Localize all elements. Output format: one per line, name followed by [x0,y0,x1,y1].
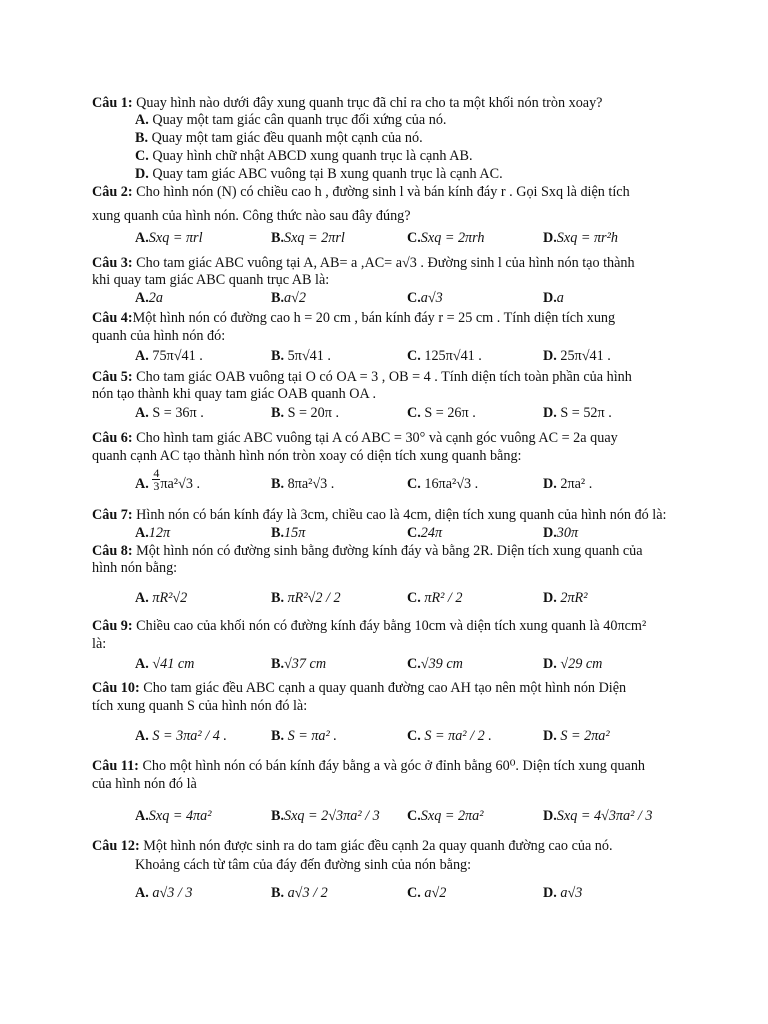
text: 2πa² . [560,476,593,492]
q3-option-b [271,290,306,307]
text: Cho tam giác ABC vuông tại A, AB= a ,AC= a√3 . Đường sinh l của hình nón tạo thành [136,255,635,271]
q1-option-c [135,148,473,165]
question-9-cont [92,636,708,653]
question-6 [92,430,708,447]
question-8 [92,543,708,560]
question-8-cont [92,560,708,577]
q3-option-d [543,290,564,307]
q11-option-b [271,808,380,825]
text: A. [135,808,149,824]
text: Câu 1: [92,95,133,111]
text: khi quay tam giác ABC quanh trục AB là: [92,272,330,288]
q11-option-a [135,808,212,825]
text: 8πa²√3 . [287,476,335,492]
math-fragment: 3 [153,479,160,494]
q6-option-a [135,466,201,494]
q5-option-b [271,405,339,422]
text: C. [407,290,421,306]
question-10 [92,680,708,697]
q1-option-a [135,112,446,129]
text: A. [135,405,149,421]
question-2 [92,184,708,201]
q4-options [135,348,635,368]
q12-option-b [271,885,328,902]
text: Sxq = 4√3πa² / 3 [556,808,653,824]
text: 75π√41 . [152,348,203,364]
text: B. [271,885,285,901]
text: D. [543,656,557,672]
text: nón tạo thành khi quay tam giác OAB quanh OA . [92,386,377,402]
text: B. [271,590,285,606]
text: C. [407,656,421,672]
text: Quay hình chữ nhật ABCD xung quanh trục là cạnh AB. [152,148,473,164]
q3-options [135,290,635,310]
text: B. [271,476,285,492]
q9-option-c [407,656,463,673]
q12-option-d [543,885,582,902]
q5-option-d [543,405,612,422]
q5-option-a [135,405,204,422]
text: √39 cm [420,656,463,672]
question-1 [92,95,708,112]
text: Câu 11: [92,758,139,774]
text: Khoảng cách từ tâm của đáy đến đường sinh của nón bằng: [135,857,472,873]
text: 2a [148,290,163,306]
text: D. [543,230,557,246]
q3-option-a [135,290,163,307]
text: a [556,290,564,306]
question-7 [92,507,708,524]
text: Câu 12: [92,838,140,854]
text: πR² / 2 [424,590,463,606]
text: tích xung quanh S của hình nón đó là: [92,698,308,714]
q8-options [135,590,635,610]
q7-option-a [135,525,170,542]
q5-options [135,405,635,425]
text: D. [543,808,557,824]
q11-option-d [543,808,653,825]
text: Sxq = πr²h [556,230,618,246]
text: C. [135,148,149,164]
question-12 [92,838,708,855]
q3-option-c [407,290,443,307]
text: Sxq = 4πa² [148,808,212,824]
text: A. [135,476,149,492]
text: D. [543,476,557,492]
text: πR²√2 / 2 [287,590,341,606]
text: 24π [420,525,443,541]
text: Một hình nón được sinh ra do tam giác đều cạnh 2a quay quanh đường cao của nó. [143,838,613,854]
question-11-cont [92,776,708,793]
text: B. [271,348,285,364]
q8-option-c [407,590,463,607]
text: a√3 [560,885,583,901]
text: Cho hình nón (N) có chiều cao h , đường sinh l và bán kính đáy r . Gọi Sxq là diện tích [136,184,630,200]
text: C. [407,728,421,744]
q2-option-d [543,230,618,247]
text: S = 2πa² [560,728,610,744]
q12-option-a [135,885,192,902]
q4-option-d [543,348,611,365]
q8-option-d [543,590,587,607]
text: C. [407,590,421,606]
text: S = πa² / 2 . [424,728,492,744]
q11-options [135,808,653,828]
q10-options [135,728,635,748]
text: A. [135,525,149,541]
q6-option-b [271,476,334,493]
question-3 [92,255,708,272]
text: Chiều cao của khối nón có đường kính đáy bằng 10cm và diện tích xung quanh là 40πcm² [136,618,647,634]
text: Hình nón có bán kính đáy là 3cm, chiều cao là 4cm, diện tích xung quanh của hình nón đó là: [136,507,667,523]
text: B. [271,230,285,246]
q2-options [135,230,635,250]
question-5-cont [92,386,708,403]
text: 25π√41 . [560,348,611,364]
q2-option-a [135,230,203,247]
text: D. [543,290,557,306]
text: Cho tam giác đều ABC cạnh a quay quanh đường cao AH tạo nên một hình nón Diện [143,680,627,696]
text: D. [543,525,557,541]
q6-options [135,466,635,496]
text: A. [135,728,149,744]
text: 2πR² [560,590,588,606]
q10-option-a [135,728,227,745]
q10-option-d [543,728,610,745]
text: Cho tam giác OAB vuông tại O có OA = 3 , OB = 4 . Tính diện tích toàn phần của hình [136,369,632,385]
text: B. [271,405,285,421]
text: D. [135,166,149,182]
text: 125π√41 . [424,348,482,364]
text: 16πa²√3 . [424,476,479,492]
q2-option-c [407,230,485,247]
q5-option-c [407,405,476,422]
text: Sxq = 2πa² [420,808,484,824]
question-2-cont [92,208,708,225]
text: S = 3πa² / 4 . [152,728,227,744]
text: quanh của hình nón đó: [92,328,226,344]
q1-option-b [135,130,423,147]
question-11 [92,758,708,775]
q1-option-d [135,166,503,183]
q4-option-b [271,348,331,365]
text: xung quanh của hình nón. Công thức nào sau đây đúng? [92,208,411,224]
text: Quay một tam giác đều quanh một cạnh của nó. [151,130,423,146]
question-5 [92,369,708,386]
text: Cho một hình nón có bán kính đáy bằng a và góc ở đỉnh bằng 60⁰. Diện tích xung quanh [142,758,646,774]
q7-option-b [271,525,305,542]
text: a√2 [424,885,447,901]
text: Sxq = 2πrl [284,230,345,246]
text: Câu 6: [92,430,133,446]
text: A. [135,656,149,672]
text: D. [543,590,557,606]
text: Câu 10: [92,680,140,696]
q7-option-c [407,525,442,542]
text: B. [135,130,149,146]
q4-option-a [135,348,203,365]
question-3-cont [92,272,708,289]
text: Câu 2: [92,184,133,200]
text: 30π [556,525,579,541]
text: Một hình nón có đường sinh bằng đường kính đáy và bằng 2R. Diện tích xung quanh của [136,543,643,559]
q9-option-b [271,656,326,673]
text: Sxq = 2√3πa² / 3 [284,808,380,824]
text: A. [135,112,149,128]
text: C. [407,525,421,541]
q4-option-c [407,348,482,365]
text: Quay tam giác ABC vuông tại B xung quanh trục là cạnh AC. [152,166,503,182]
text: Câu 4: [92,310,133,326]
text: A. [135,885,149,901]
text: S = 52π . [560,405,612,421]
text: Câu 9: [92,618,133,634]
text: Một hình nón có đường cao h = 20 cm , bán kính đáy r = 25 cm . Tính diện tích xung [132,310,616,326]
text: C. [407,808,421,824]
text: là: [92,636,107,652]
q10-option-b [271,728,337,745]
text: D. [543,885,557,901]
text: A. [135,230,149,246]
text: quanh cạnh AC tạo thành hình nón tròn xoay có diện tích xung quanh bằng: [92,448,522,464]
q9-option-d [543,656,602,673]
text: của hình nón đó là [92,776,197,792]
text: Quay một tam giác cân quanh trục đối xứng của nó. [152,112,447,128]
text: S = πa² . [287,728,337,744]
text: Câu 3: [92,255,133,271]
text: a√3 / 2 [287,885,328,901]
q10-option-c [407,728,492,745]
text: B. [271,728,285,744]
text: S = 26π . [424,405,476,421]
text: a√2 [284,290,306,306]
text: A. [135,348,149,364]
text: D. [543,405,557,421]
question-4 [92,310,708,327]
text: √41 cm [152,656,195,672]
text: Câu 7: [92,507,133,523]
text: B. [271,808,285,824]
q6-option-c [407,476,478,493]
text: Quay hình nào dưới đây xung quanh trục đã chỉ ra cho ta một khối nón tròn xoay? [136,95,603,111]
text: 15π [284,525,306,541]
text: A. [135,290,149,306]
question-10-cont [92,698,708,715]
text: B. [271,290,285,306]
text: Câu 5: [92,369,133,385]
text: √37 cm [284,656,327,672]
text: C. [407,230,421,246]
text: D. [543,728,557,744]
text: D. [543,348,557,364]
q12-option-c [407,885,446,902]
q9-option-a [135,656,194,673]
text: a√3 [420,290,443,306]
q7-option-d [543,525,578,542]
q8-option-b [271,590,341,607]
question-12-cont [135,857,471,874]
q12-options [135,885,635,905]
text: Sxq = πrl [148,230,203,246]
text: Câu 8: [92,543,133,559]
text: C. [407,405,421,421]
text: 5π√41 . [287,348,331,364]
q9-options [135,656,635,676]
q6-option-d [543,476,592,493]
text: Sxq = 2πrh [420,230,485,246]
q11-option-c [407,808,484,825]
text: B. [271,656,285,672]
text: S = 20π . [287,405,339,421]
text: S = 36π . [152,405,204,421]
question-4-cont [92,328,708,345]
text: B. [271,525,285,541]
text: √29 cm [560,656,603,672]
q8-option-a [135,590,187,607]
text: C. [407,348,421,364]
text: A. [135,590,149,606]
q7-options [135,525,635,545]
question-6-cont [92,448,708,465]
text: πR²√2 [152,590,188,606]
q2-option-b [271,230,345,247]
text: Cho hình tam giác ABC vuông tại A có ABC = 30° và cạnh góc vuông AC = 2a quay [136,430,618,446]
text: hình nón bằng: [92,560,178,576]
math-fragment: 4 [153,466,160,481]
text: πa²√3 . [160,476,201,492]
text: a√3 / 3 [152,885,193,901]
text: C. [407,885,421,901]
question-9 [92,618,708,635]
text: C. [407,476,421,492]
text: 12π [148,525,171,541]
